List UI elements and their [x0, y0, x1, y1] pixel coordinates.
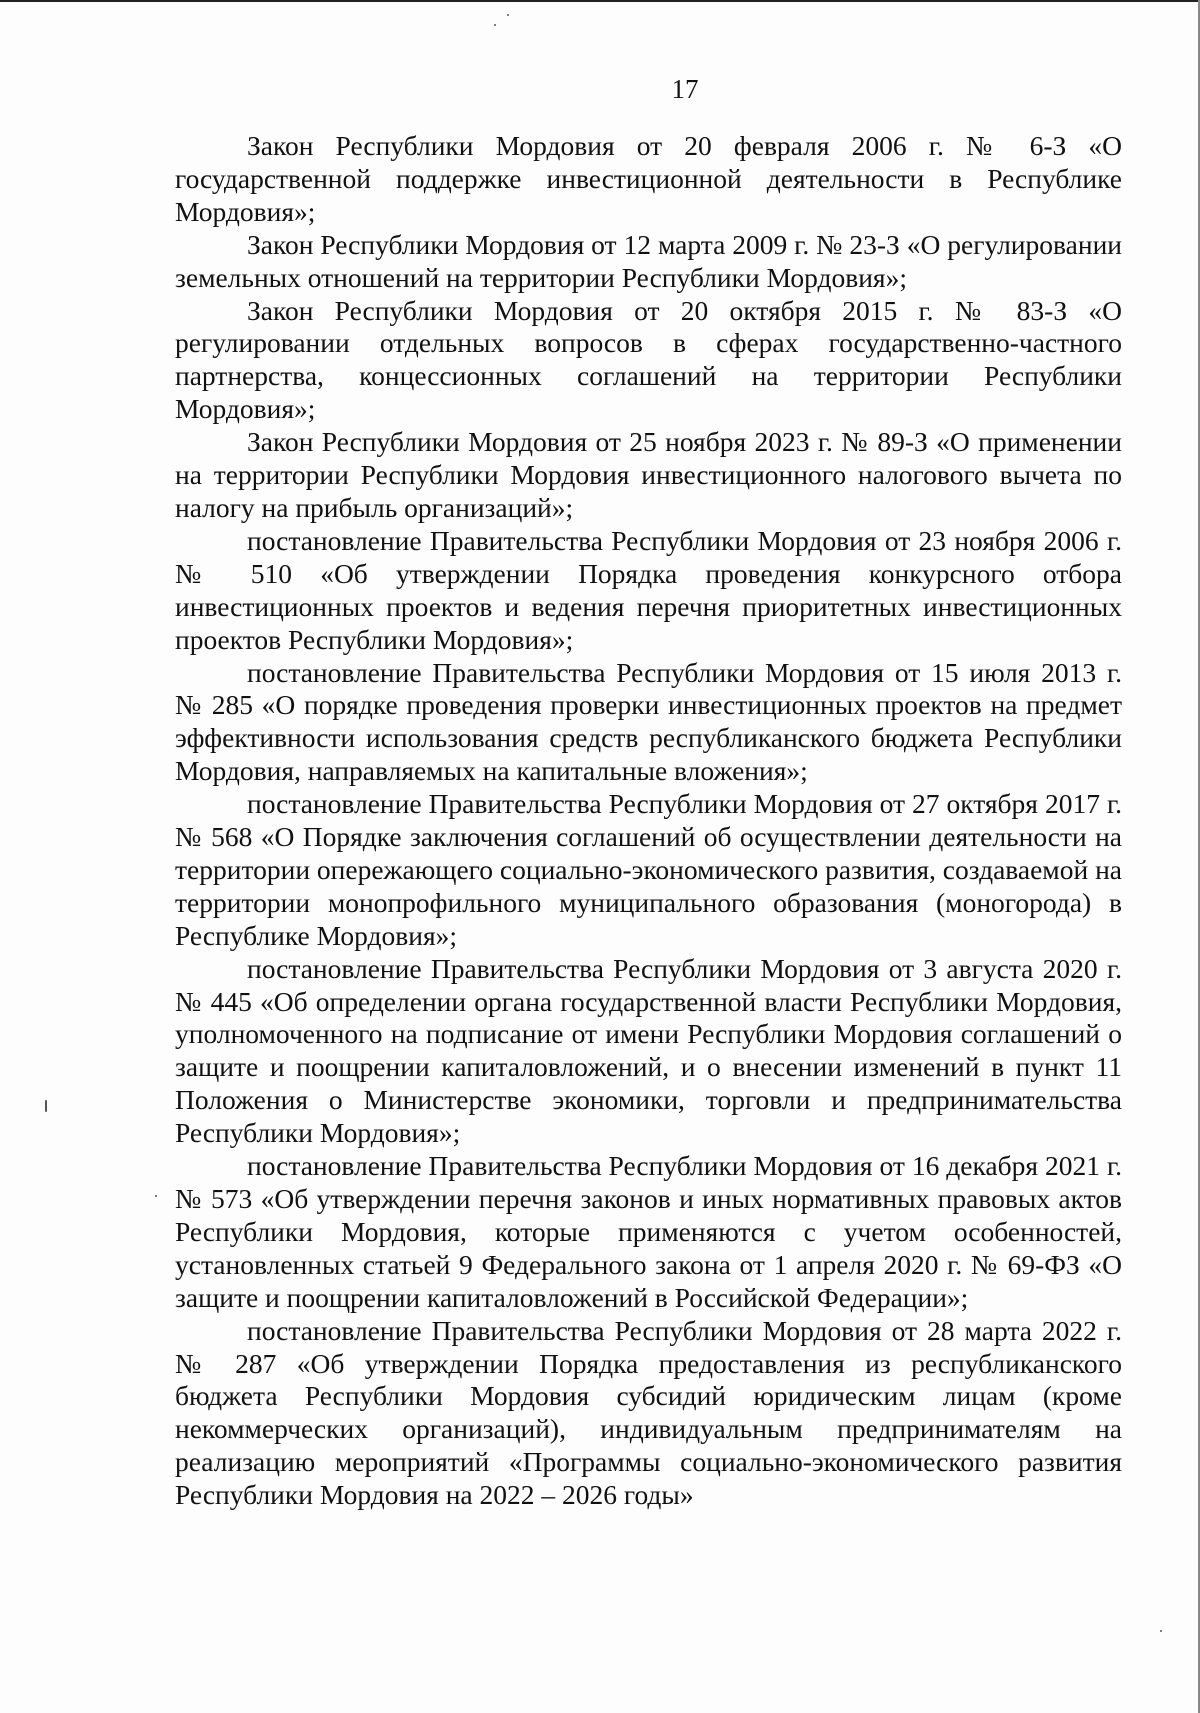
list-item: постановление Правительства Республики Мордовия от 27 октября 2017 г. № 568 «О Порядке заключения соглашений об осуществлении деятельности на территории опережающего социально-экономического развития, создаваемой на территории монопрофильного муниципального образования (моногорода) в Республике Мордовия»; — [175, 788, 1122, 951]
page-number: 17 — [671, 74, 699, 104]
list-item: постановление Правительства Республики Мордовия от 23 ноября 2006 г. № 510 «Об утверждении Порядка проведения конкурсного отбора инвестиционных проектов и ведения перечня приоритетных инвестиционных проектов Республики Мордовия»; — [175, 524, 1122, 655]
scan-speck — [155, 1195, 157, 1197]
list-item: постановление Правительства Республики Мордовия от 16 декабря 2021 г. № 573 «Об утверждении перечня законов и иных нормативных правовых актов Республики Мордовия, которые применяются с учетом особенностей, установленных статьей 9 Федерального закона от 1 апреля 2020 г. № 69-ФЗ «О защите и поощрении капиталовложений в Российской Федерации»; — [175, 1150, 1122, 1313]
scan-speck — [45, 1100, 47, 1112]
scan-top-edge — [0, 0, 1200, 2]
scan-speck — [1160, 1630, 1162, 1632]
list-item: Закон Республики Мордовия от 25 ноября 2023 г. № 89-З «О применении на территории Республики Мордовия инвестиционного налогового вычета по налогу на прибыль организаций»; — [175, 426, 1122, 523]
scan-speck — [494, 24, 496, 26]
list-item: постановление Правительства Республики Мордовия от 3 августа 2020 г. № 445 «Об определении органа государственной власти Республики Мордовия, уполномоченного на подписание от имени Республики Мордовия соглашений о защите и поощрении капиталовложений, и о внесении изменений в пункт 11 Положения о Министерстве экономики, торговли и предпринимательства Республики Мордовия»; — [175, 952, 1122, 1149]
list-item: Закон Республики Мордовия от 20 октября 2015 г. № 83-З «О регулировании отдельных вопросов в сферах государственно-частного партнерства, концессионных соглашений на территории Республики Мордовия»; — [175, 294, 1122, 425]
list-item: постановление Правительства Республики Мордовия от 15 июля 2013 г. № 285 «О порядке проведения проверки инвестиционных проектов на предмет эффективности использования средств республиканского бюджета Республики Мордовия, направляемых на капитальные вложения»; — [175, 656, 1122, 787]
list-item: Закон Республики Мордовия от 20 февраля 2006 г. № 6-З «О государственной поддержке инвестиционной деятельности в Республике Мордовия»; — [175, 130, 1122, 227]
list-item: Закон Республики Мордовия от 12 марта 2009 г. № 23-З «О регулировании земельных отношений на территории Республики Мордовия»; — [175, 228, 1122, 293]
list-item: постановление Правительства Республики Мордовия от 28 марта 2022 г. № 287 «Об утверждении Порядка предоставления из республиканского бюджета Республики Мордовия субсидий юридическим лицам (кроме некоммерческих организаций), индивидуальным предпринимателям на реализацию мероприятий «Программы социально-экономического развития Республики Мордовия на 2022 – 2026 годы» — [175, 1314, 1122, 1511]
legal-acts-list — [175, 130, 1122, 1512]
scan-speck — [507, 14, 509, 16]
